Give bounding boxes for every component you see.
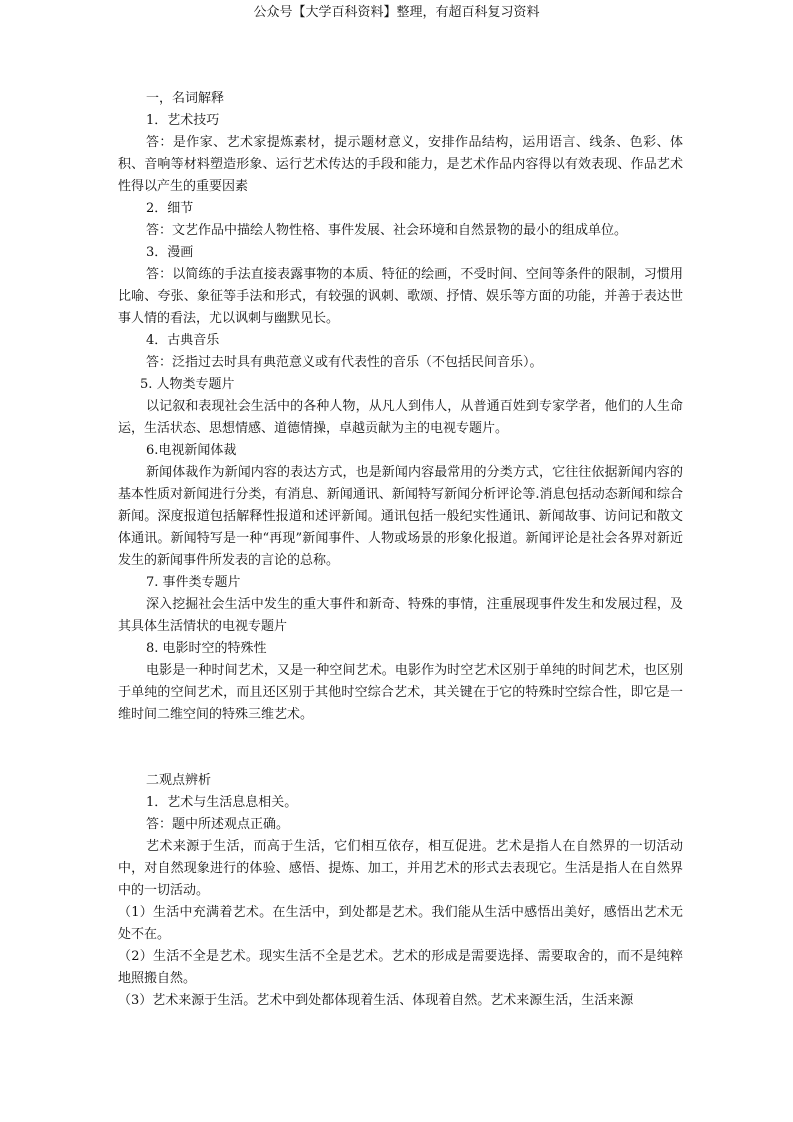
term-5: 5. 人物类专题片 — [140, 377, 235, 392]
verdict-1: 答：题中所述观点正确。 — [146, 817, 290, 832]
answer-5: 以记叙和表现社会生活中的各种人物，从凡人到伟人，从普通百姓到专家学者，他们的人生命运，生活状态、思想情感、道德情操，卓越贡献为主的电视专题片。 — [118, 399, 683, 436]
answer-6: 新闻体裁作为新闻内容的表达方式，也是新闻内容最常用的分类方式，它往往依据新闻内容的基本性质对新闻进行分类，有消息、新闻通讯、新闻特写新闻分析评论等.消息包括动态新闻和综合新闻。深度报道包括解释性报道和述评新闻。通讯包括一般纪实性通讯、新闻故事、访问记和散文体通讯。新闻特写是一种“再现”新闻事件、人物或场景的形象化报道。新闻评论是社会各界对新近发生的新闻事件所发表的言论的总称。 — [118, 465, 683, 568]
term-1: 1．艺术技巧 — [146, 113, 220, 128]
answer-3: 答：以简练的手法直接表露事物的本质、特征的绘画，不受时间、空间等条件的限制，习惯用比喻、夸张、象征等手法和形式，有较强的讽刺、歌颂、抒情、娱乐等方面的功能，并善于表达世事人情的看法，尤以讽刺与幽默见长。 — [118, 267, 683, 326]
document-body — [118, 88, 683, 1012]
term-7: 7. 事件类专题片 — [146, 575, 241, 590]
section1-title: 一，名词解释 — [146, 91, 225, 106]
section-spacer — [118, 726, 683, 770]
term-8: 8. 电影时空的特殊性 — [146, 641, 267, 656]
answer-4: 答：泛指过去时具有典范意义或有代表性的音乐（不包括民间音乐）。 — [146, 355, 543, 370]
explanation-point-1: （1）生活中充满着艺术。在生活中，到处都是艺术。我们能从生活中感悟出美好，感悟出艺术无处不在。 — [118, 905, 683, 942]
term-3: 3．漫画 — [146, 245, 194, 260]
term-2: 2．细节 — [146, 201, 194, 216]
section2-title: 二观点辨析 — [146, 773, 212, 788]
explanation-intro: 艺术来源于生活，而高于生活，它们相互依存，相互促进。艺术是指人在自然界的一切活动中，对自然现象进行的体验、感悟、提炼、加工，并用艺术的形式去表现它。生活是指人在自然界中的一切活动。 — [118, 839, 683, 898]
answer-1: 答：是作家、艺术家提炼素材，提示题材意义，安排作品结构，运用语言、线条、色彩、体积、音响等材料塑造形象、运行艺术传达的手段和能力，是艺术作品内容得以有效表现、作品艺术性得以产生的重要因素 — [118, 135, 683, 194]
page-header: 公众号【大学百科资料】整理，有超百科复习资料 — [253, 5, 540, 20]
answer-8: 电影是一种时间艺术，又是一种空间艺术。电影作为时空艺术区别于单纯的时间艺术，也区别于单纯的空间艺术，而且还区别于其他时空综合艺术，其关键在于它的特殊时空综合性，即它是一维时间二维空间的特殊三维艺术。 — [118, 663, 683, 722]
explanation-point-2: （2）生活不全是艺术。现实生活不全是艺术。艺术的形成是需要选择、需要取舍的，而不是纯粹地照搬自然。 — [118, 949, 683, 986]
answer-7: 深入挖掘社会生活中发生的重大事件和新奇、特殊的事情，注重展现事件发生和发展过程，及其具体生活情状的电视专题片 — [118, 597, 683, 634]
answer-2: 答：文艺作品中描绘人物性格、事件发展、社会环境和自然景物的最小的组成单位。 — [146, 223, 628, 238]
question-1: 1．艺术与生活息息相关。 — [146, 795, 298, 810]
term-4: 4．古典音乐 — [146, 333, 220, 348]
explanation-point-3: （3）艺术来源于生活。艺术中到处都体现着生活、体现着自然。艺术来源生活，生活来源 — [118, 993, 634, 1008]
term-6: 6.电视新闻体裁 — [146, 443, 237, 458]
